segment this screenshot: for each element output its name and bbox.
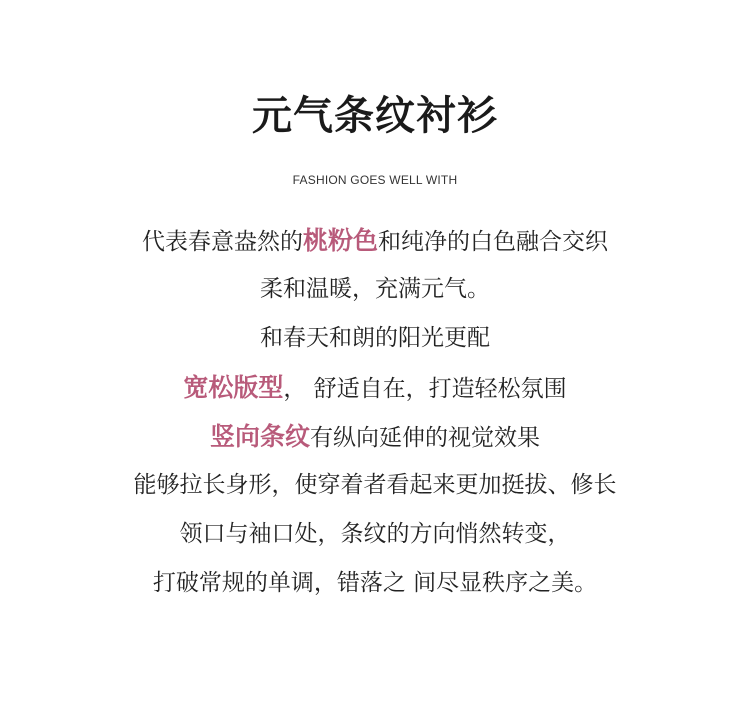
line-4-highlight: 宽松版型: [183, 373, 284, 402]
page-subtitle: FASHION GOES WELL WITH: [292, 173, 458, 187]
description-line-1: [0, 216, 750, 265]
page-title: 元气条纹衬衫: [252, 92, 498, 139]
line-1-highlight: 桃粉色: [302, 226, 378, 255]
description-line-5: [0, 412, 750, 461]
line-5-post: 有纵向延伸的视觉效果: [310, 425, 540, 451]
line-4-post: ， 舒适自在，打造轻松氛围: [283, 376, 567, 402]
description-line-2: 柔和温暖，充满元气。: [260, 276, 490, 302]
description-body: [0, 216, 750, 608]
description-line-4: [0, 363, 750, 412]
line-5-highlight: 竖向条纹: [209, 422, 310, 451]
description-line-3: 和春天和朗的阳光更配: [260, 325, 490, 351]
line-1-post: 和纯净的白色融合交织: [378, 229, 608, 255]
description-line-7: 领口与袖口处，条纹的方向悄然转变，: [179, 521, 571, 547]
line-1-pre: 代表春意盎然的: [141, 229, 303, 255]
description-line-8: 打破常规的单调，错落之 间尽显秩序之美。: [152, 570, 598, 596]
description-line-6: 能够拉长身形，使穿着者看起来更加挺拔、修长: [133, 472, 617, 498]
